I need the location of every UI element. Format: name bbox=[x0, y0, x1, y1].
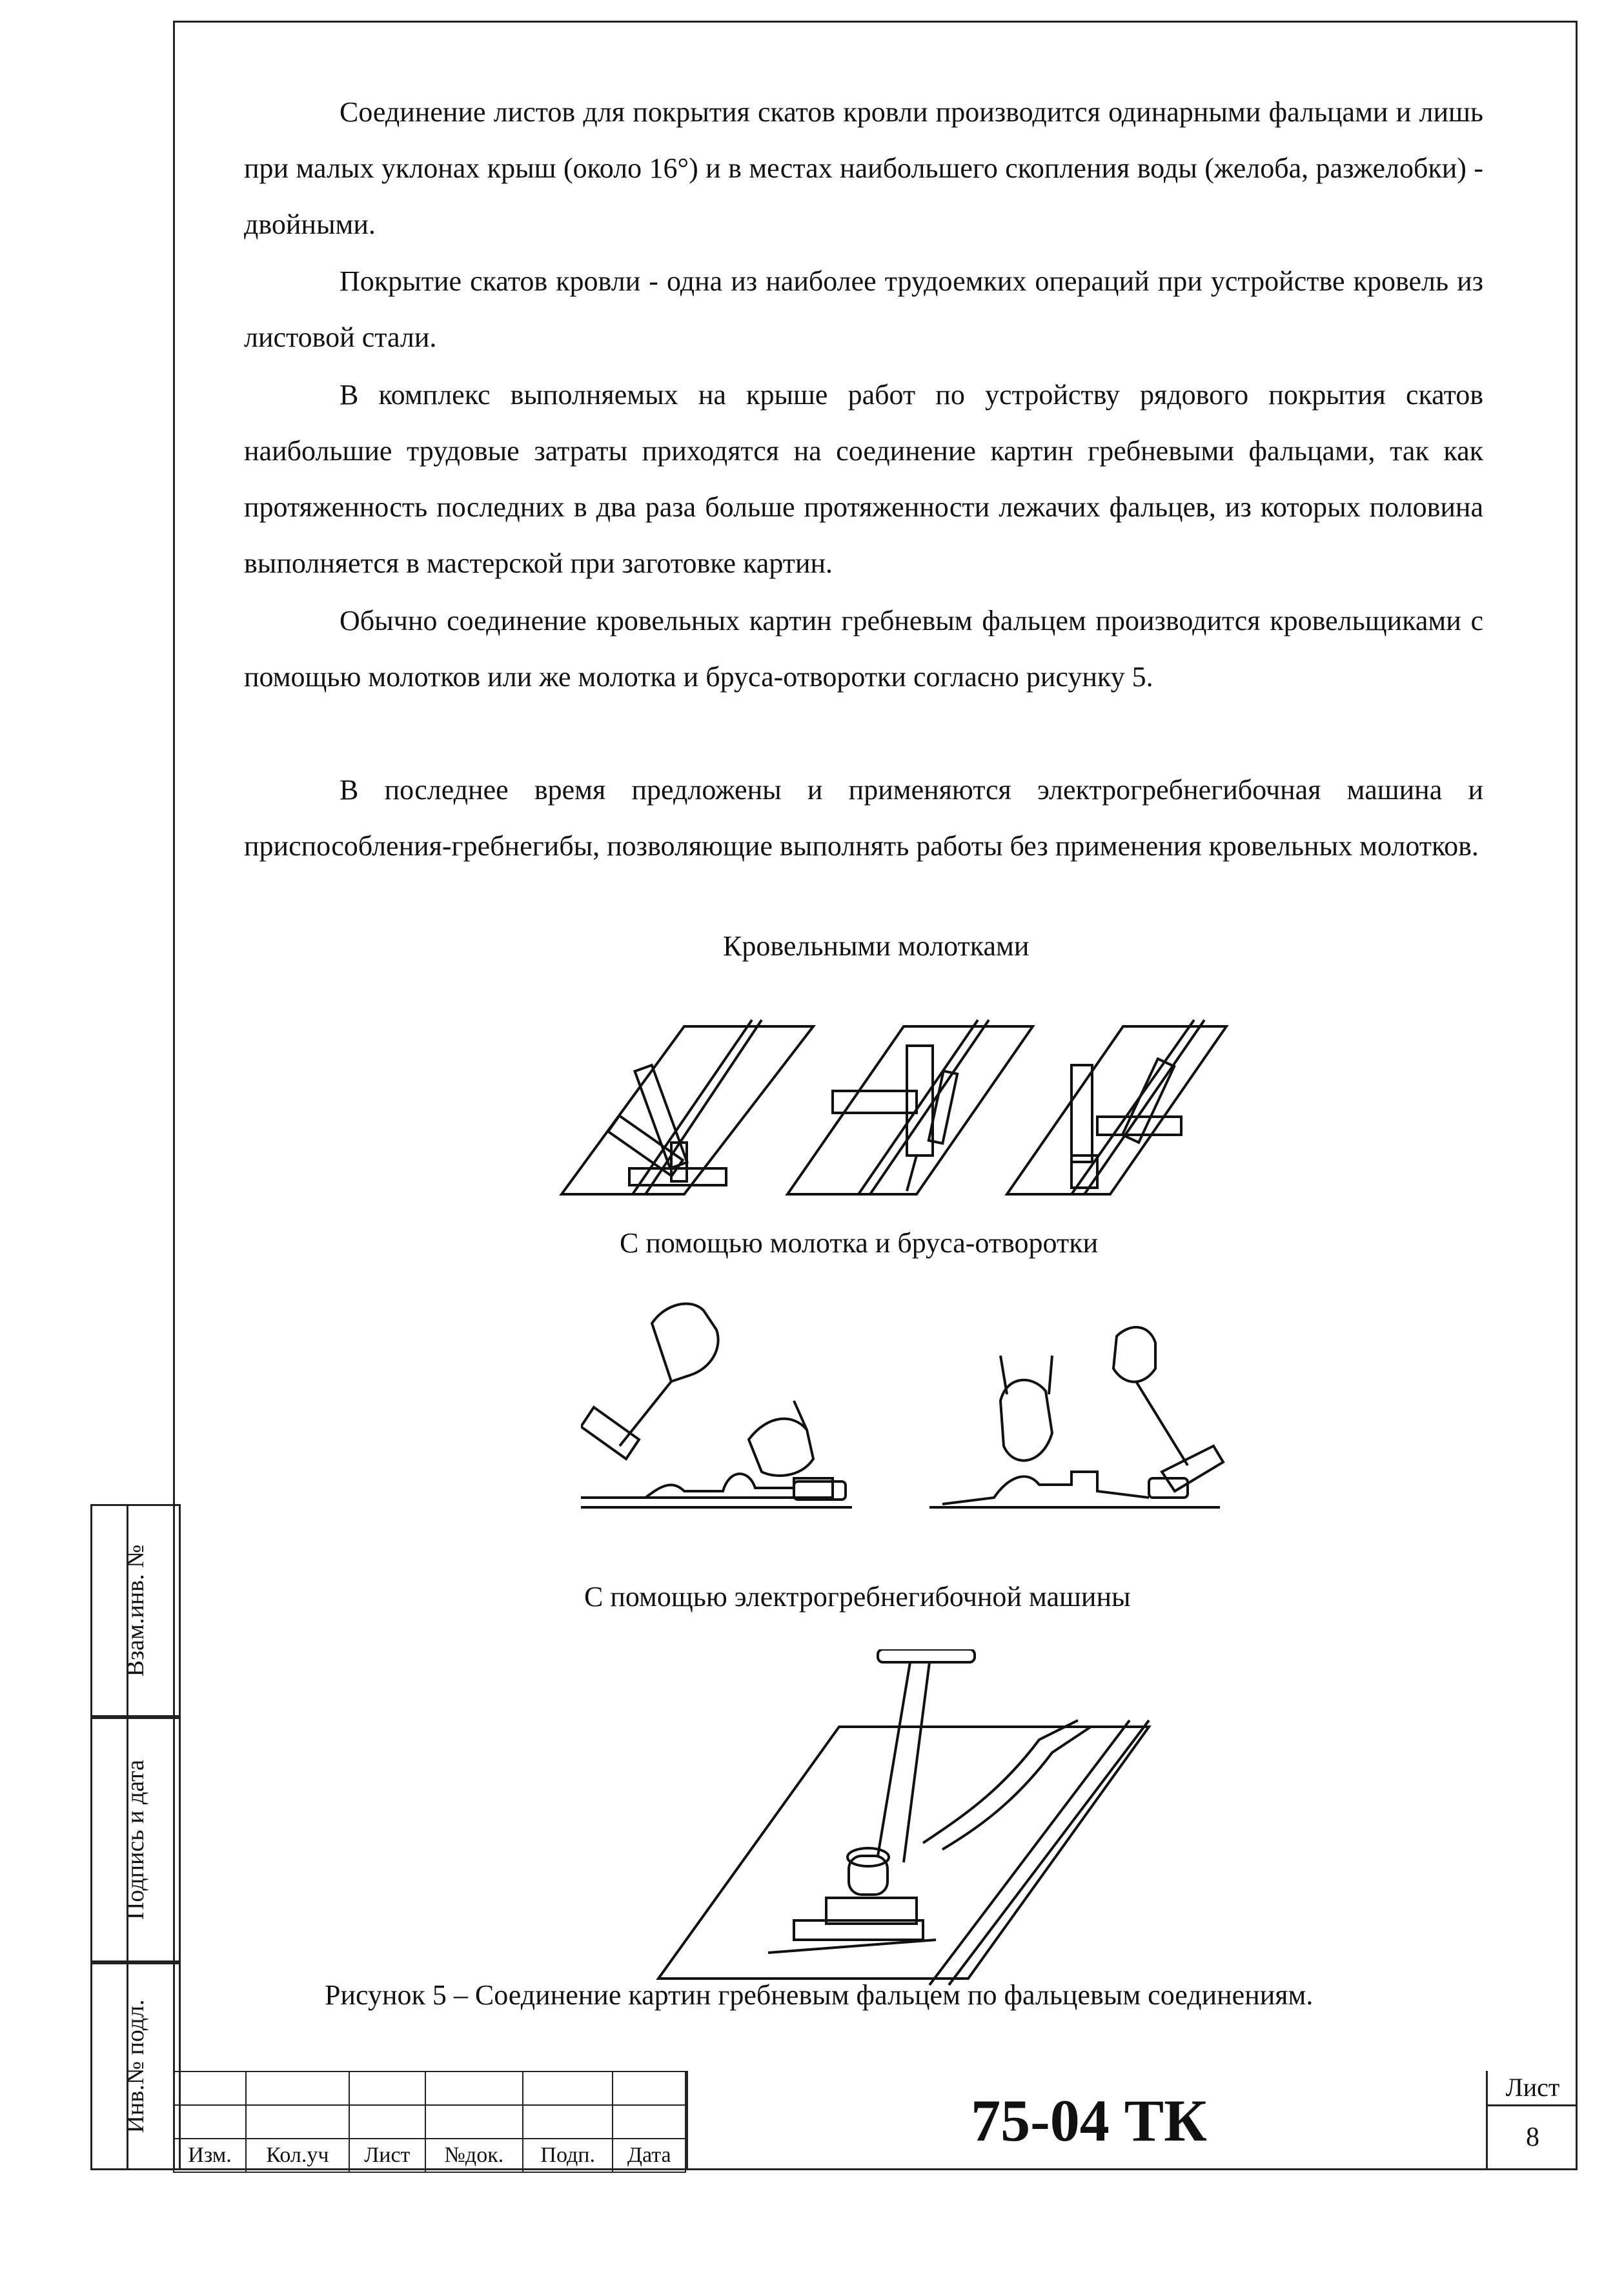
paragraph-2: Покрытие скатов кровли - одна из наиболее трудоемких операций при устройстве кровель из листовой стали. bbox=[244, 265, 1483, 353]
stamp-divider bbox=[127, 1504, 128, 2170]
figure-subcaption-hammer-bar: С помощью молотка и бруса-отворотки bbox=[620, 1227, 1099, 1259]
title-block bbox=[173, 2071, 1578, 2170]
stamp-podpis-data: Подпись и дата bbox=[90, 1717, 181, 1962]
figure-caption: Рисунок 5 – Соединение картин гребневым фальцем по фальцевым соединениям. bbox=[325, 1979, 1314, 2011]
revision-table bbox=[173, 2071, 686, 2173]
hammer-and-bar-illustration bbox=[581, 1285, 1226, 1517]
document-code: 75-04 ТК bbox=[686, 2071, 1490, 2170]
paragraph-3: В комплекс выполняемых на крыше работ по устройству рядового покрытия скатов наибольшие трудовые затраты приходятся на соединение картин гребневыми фальцами, так как протяженность последних в два раза больше протяженности лежачих фальцев, из которых половина выполняется в мастерской при заготовке картин. bbox=[244, 379, 1483, 579]
paragraph-5: В последнее время предложены и применяются электрогребнегибочная машина и приспособления-гребнегибы, позволяющие выполнять работы без применения кровельных молотков. bbox=[244, 774, 1483, 862]
sheet-label: Лист bbox=[1488, 2071, 1578, 2106]
header-kol-uch: Кол.уч bbox=[246, 2139, 349, 2172]
header-list: Лист bbox=[349, 2139, 425, 2172]
panel-one bbox=[562, 1020, 813, 1194]
left-hand-hammer-group bbox=[581, 1304, 852, 1507]
right-hand-hammer-group bbox=[929, 1327, 1223, 1507]
sheet-number: 8 bbox=[1526, 2122, 1539, 2152]
paragraph-1: Соединение листов для покрытия скатов кровли производится одинарными фальцами и лишь при малых уклонах крыш (около 16°) и в местах наибольшего скопления воды (желоба, разжелобки) - двойными. bbox=[244, 96, 1483, 240]
panel-three bbox=[1007, 1020, 1226, 1194]
header-izm: Изм. bbox=[174, 2139, 246, 2172]
sheet-box bbox=[1486, 2071, 1578, 2170]
seam-machine-illustration bbox=[639, 1649, 1168, 1998]
panel-two bbox=[787, 1020, 1033, 1194]
header-podp: Подп. bbox=[523, 2139, 613, 2172]
figure-subcaption-machine: С помощью электрогребнегибочной машины bbox=[584, 1581, 1131, 1613]
stamp-inv-podl: Инв.№ подл. bbox=[90, 1962, 181, 2170]
figure-subcaption-hammers: Кровельными молотками bbox=[723, 930, 1030, 962]
stamp-zam-inv: Взам.инв. № bbox=[90, 1504, 181, 1717]
roofing-hammers-illustration bbox=[555, 994, 1239, 1201]
paragraph-4: Обычно соединение кровельных картин гребневым фальцем производится кровельщиками с помощью молотков или же молотка и бруса-отворотки согласно рисунку 5. bbox=[244, 605, 1483, 693]
header-data: Дата bbox=[613, 2139, 685, 2172]
header-ndok: №док. bbox=[425, 2139, 523, 2172]
